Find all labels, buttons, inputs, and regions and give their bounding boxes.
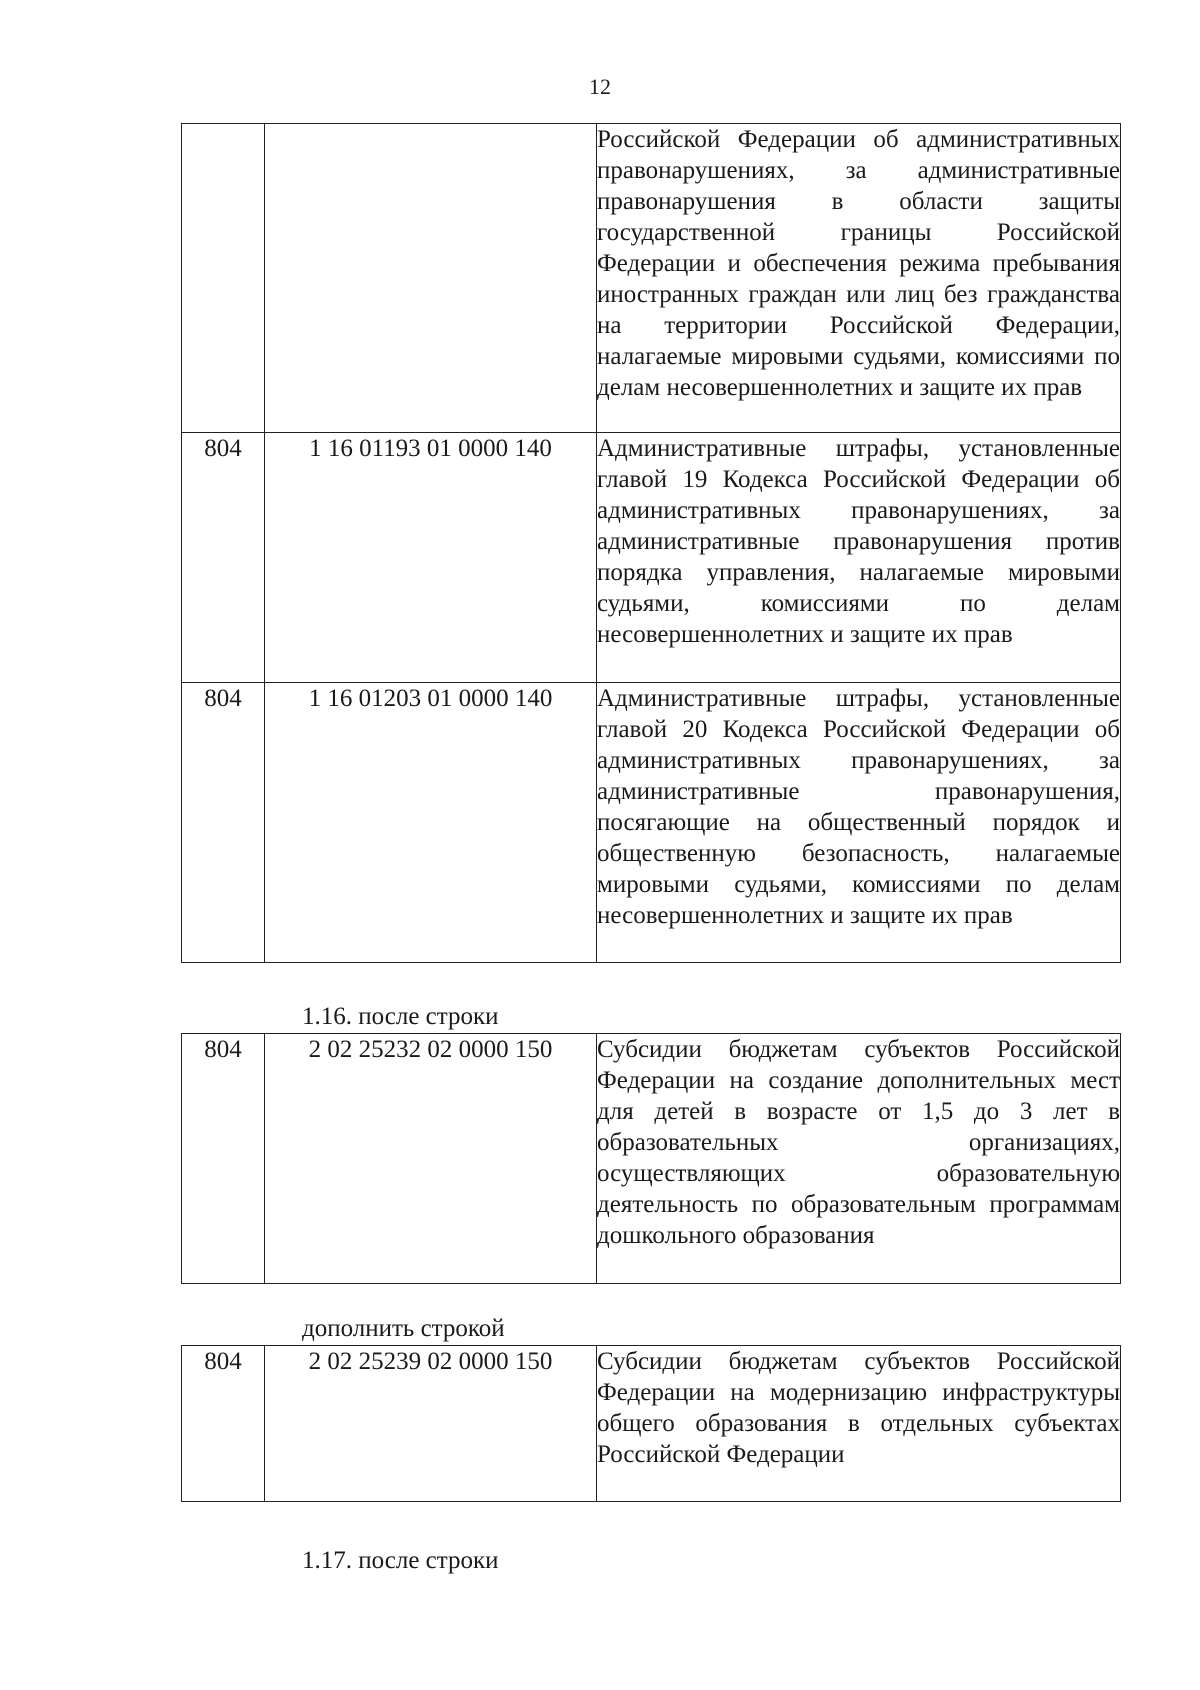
budget-code-cell: 1 16 01193 01 0000 140 <box>265 433 597 683</box>
instruction-add-row: дополнить строкой <box>302 1315 505 1342</box>
table-row <box>182 124 1121 433</box>
admin-code-cell: 804 <box>182 1346 265 1502</box>
budget-code-cell: 2 02 25239 02 0000 150 <box>265 1346 597 1502</box>
instruction-1-16: 1.16. после строки <box>302 1003 499 1030</box>
description-cell: Российской Федерации об административных правонарушениях, за административные правонарушения в области защиты государственной границы Российской Федерации и обеспечения режима пребывания иностранных граждан или лиц без гражданства на территории Российской Федерации, налагаемые мировыми судьями, комиссиями по делам несовершеннолетних и защите их прав <box>597 124 1121 433</box>
admin-code-cell: 804 <box>182 433 265 683</box>
table-row <box>182 1346 1121 1502</box>
codes-table-2 <box>181 1033 1121 1284</box>
budget-code-cell <box>265 124 597 433</box>
instruction-1-17: 1.17. после строки <box>302 1547 499 1574</box>
budget-code-cell: 2 02 25232 02 0000 150 <box>265 1034 597 1284</box>
codes-table-1 <box>181 123 1121 963</box>
admin-code-cell: 804 <box>182 683 265 963</box>
description-cell: Субсидии бюджетам субъектов Российской Федерации на модернизацию инфраструктуры общего образования в отдельных субъектах Российской Федерации <box>597 1346 1121 1502</box>
admin-code-cell: 804 <box>182 1034 265 1284</box>
description-cell: Субсидии бюджетам субъектов Российской Федерации на создание дополнительных мест для детей в возрасте от 1,5 до 3 лет в образовательных организациях, осуществляющих образовательную деятельность по образовательным программам дошкольного образования <box>597 1034 1121 1284</box>
codes-table-3 <box>181 1345 1121 1502</box>
table-row <box>182 433 1121 683</box>
page-number: 12 <box>589 74 611 99</box>
description-cell: Административные штрафы, установленные главой 20 Кодекса Российской Федерации об административных правонарушениях, за административные правонарушения, посягающие на общественный порядок и общественную безопасность, налагаемые мировыми судьями, комиссиями по делам несовершеннолетних и защите их прав <box>597 683 1121 963</box>
budget-code-cell: 1 16 01203 01 0000 140 <box>265 683 597 963</box>
admin-code-cell <box>182 124 265 433</box>
table-row <box>182 683 1121 963</box>
description-cell: Административные штрафы, установленные главой 19 Кодекса Российской Федерации об административных правонарушениях, за административные правонарушения против порядка управления, налагаемые мировыми судьями, комиссиями по делам несовершеннолетних и защите их прав <box>597 433 1121 683</box>
table-row <box>182 1034 1121 1284</box>
